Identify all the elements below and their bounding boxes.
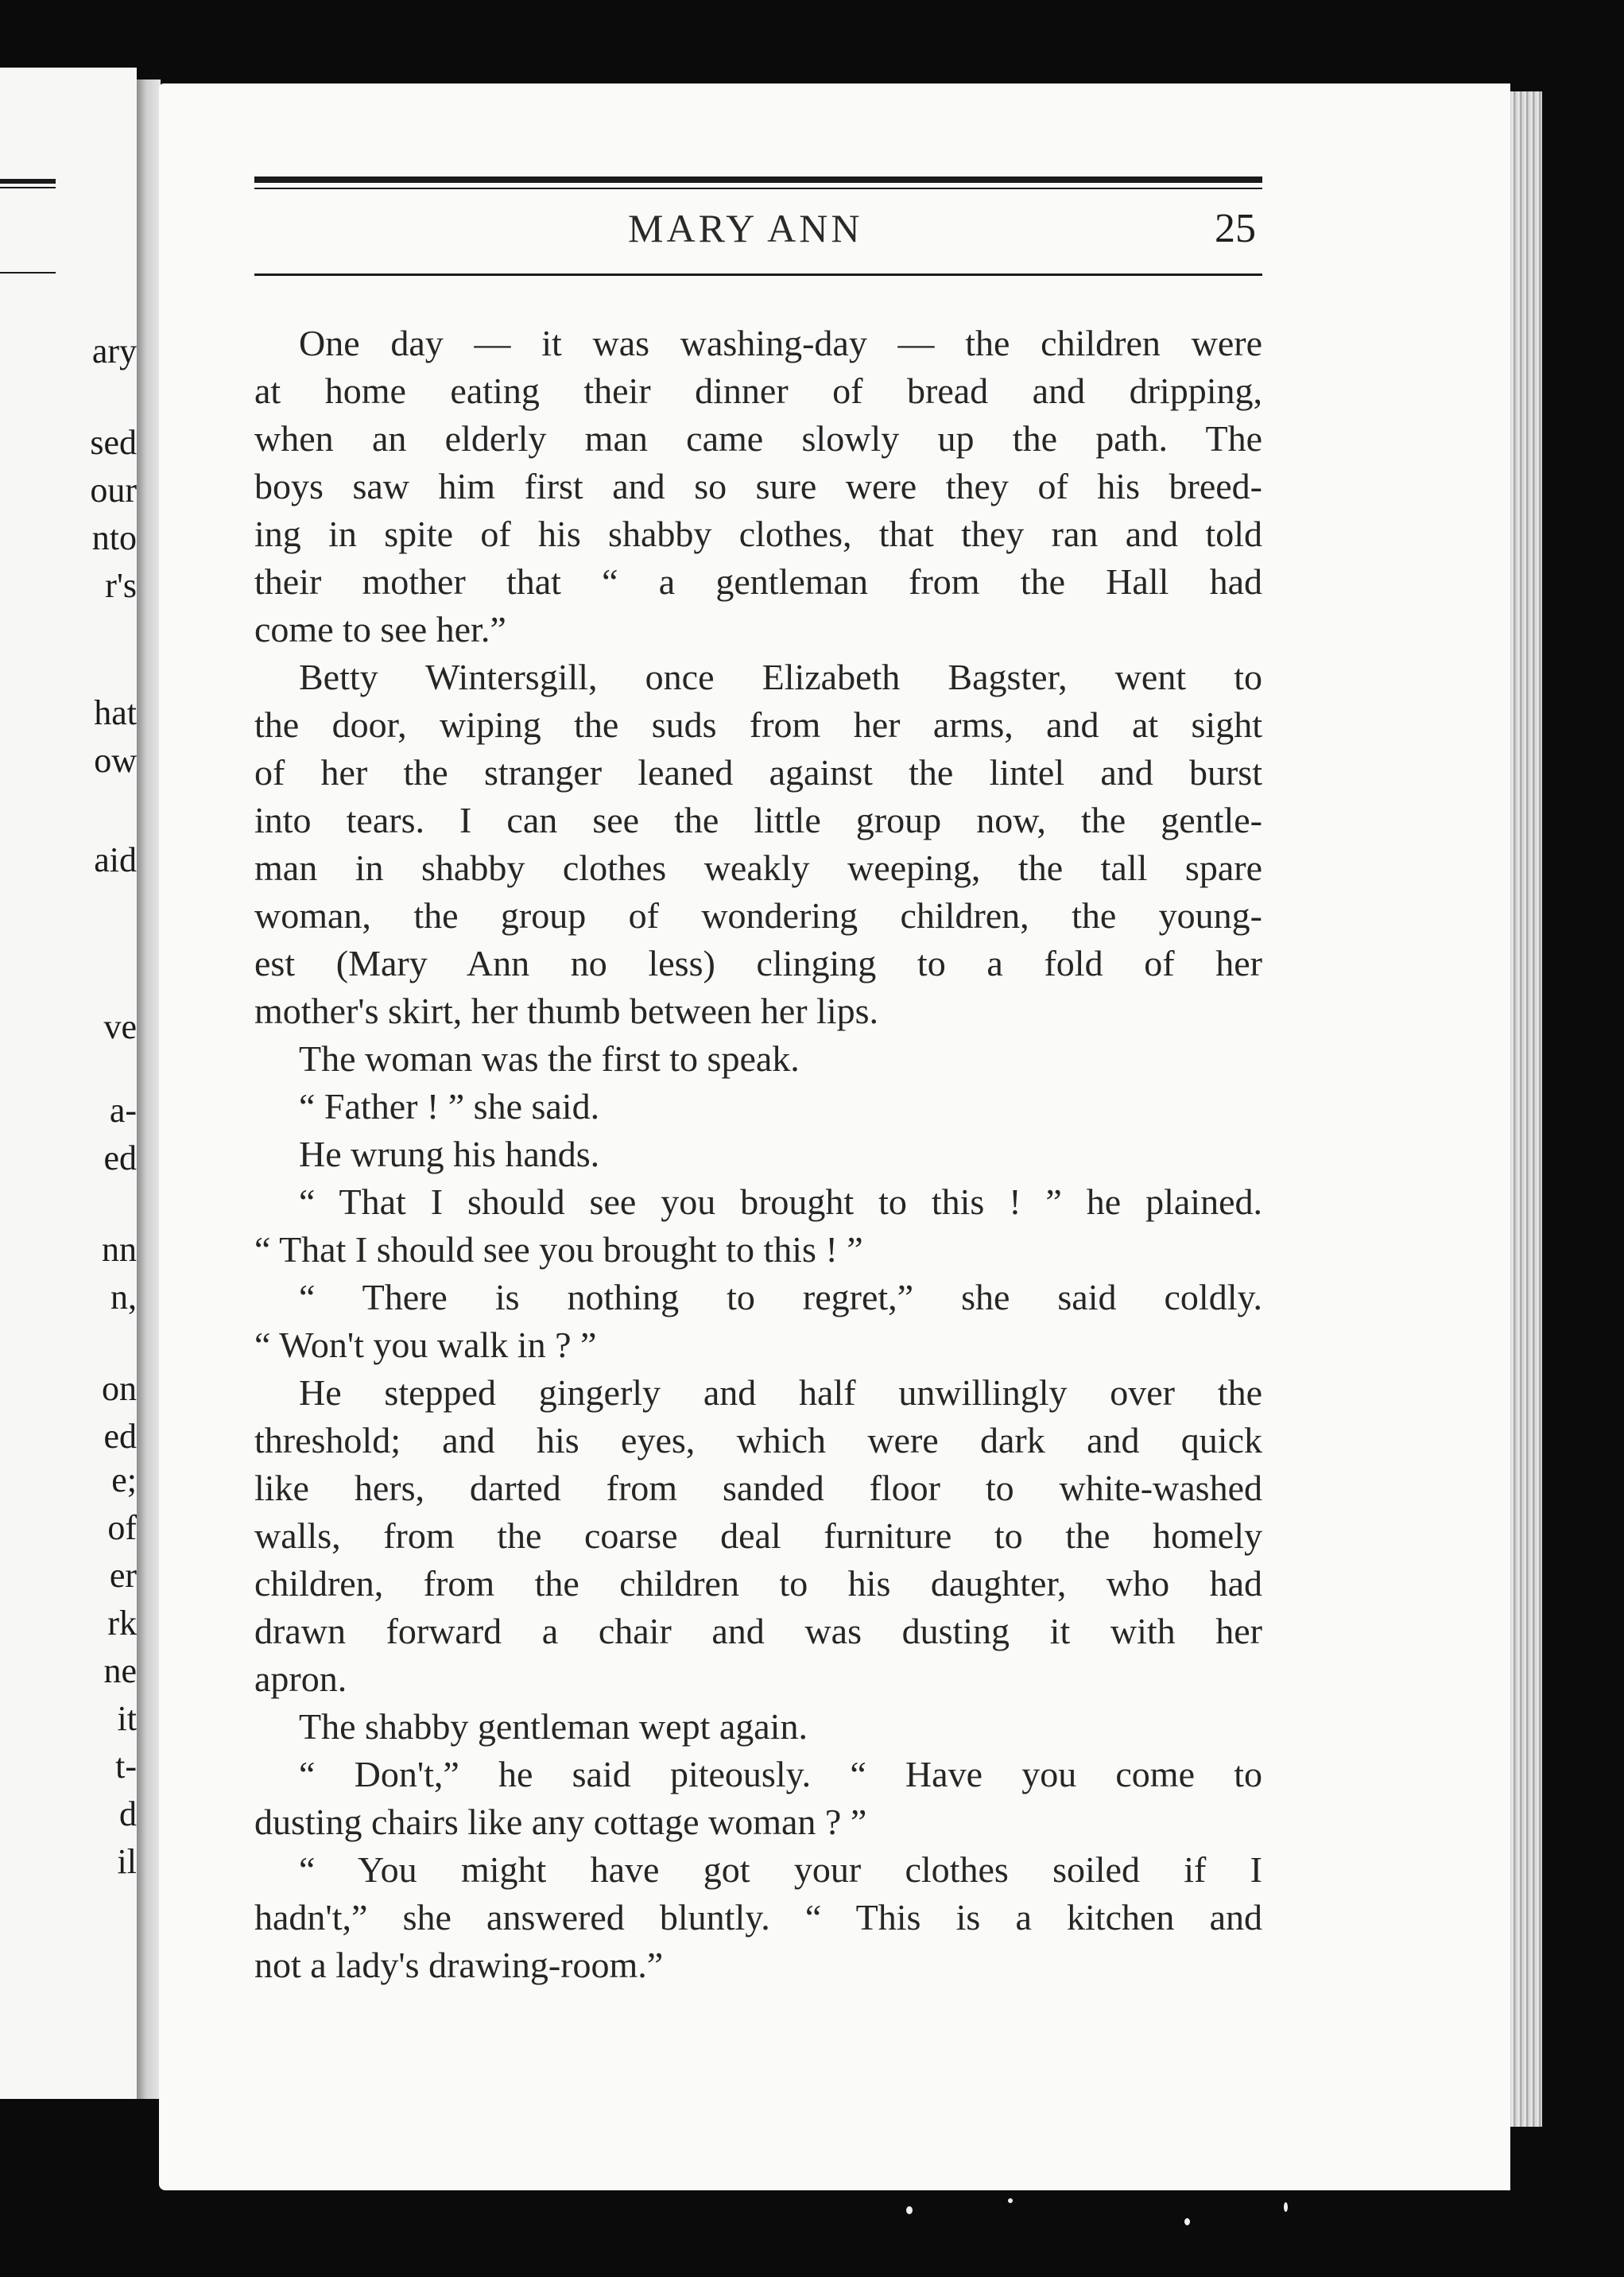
text-line: threshold; and his eyes, which were dark and quick [254,1420,1262,1460]
text-line: of her the stranger leaned against the lintel and burst [254,752,1262,793]
left-page-fragment: d [119,1794,137,1833]
book-gutter [137,80,161,2099]
scan-speck [1284,2202,1288,2212]
text-line: “ Won't you walk in ? ” [254,1325,597,1365]
left-page-fragment: rk [107,1604,137,1643]
left-page-fragment: ve [103,1007,137,1046]
text-line: “ Don't,” he said piteously. “ Have you come to [299,1754,1262,1794]
text-line: when an elderly man came slowly up the path. The [254,418,1262,459]
text-line: walls, from the coarse deal furniture to the homely [254,1515,1262,1556]
text-line: children, from the children to his daughter, who had [254,1563,1262,1604]
text-line: the door, wiping the suds from her arms, and at sight [254,704,1262,745]
left-page-fragment: a- [109,1091,137,1130]
scan-speck [906,2206,913,2214]
text-line: ing in spite of his shabby clothes, that they ran and told [254,514,1262,554]
text-line: their mother that “ a gentleman from the Hall had [254,561,1262,602]
header-rule-thick [254,176,1262,183]
left-page-fragment: ed [103,1138,137,1177]
text-line: hadn't,” she answered bluntly. “ This is a kitchen and [254,1897,1262,1938]
text-line: into tears. I can see the little group now, the gentle- [254,800,1262,840]
left-page-fragment: it [117,1699,137,1738]
page-number: 25 [1215,206,1256,251]
text-line: man in shabby clothes weakly weeping, the tall spare [254,848,1262,888]
text-line: “ That I should see you brought to this ! ” [254,1229,863,1270]
text-line: not a lady's drawing-room.” [254,1945,664,1985]
text-line: “ You might have got your clothes soiled if I [299,1849,1262,1890]
text-line: boys saw him first and so sure were they of his breed- [254,466,1262,506]
text-line: like hers, darted from sanded floor to white-washed [254,1468,1262,1508]
text-line: woman, the group of wondering children, the young- [254,895,1262,936]
left-page-fragment: t- [115,1747,137,1786]
left-facing-page [0,68,137,2099]
left-page-fragment: aid [94,840,137,879]
left-page-fragment: nto [91,518,137,557]
header-rule-bottom [254,273,1262,276]
left-page-header-rule-bottom [0,272,56,273]
left-page-fragment: n, [110,1278,137,1317]
text-line: He stepped gingerly and half unwillingly over the [299,1372,1262,1413]
text-line: mother's skirt, her thumb between her lips. [254,991,879,1031]
scan-speck [1008,2198,1013,2203]
left-page-fragment: ed [103,1417,137,1456]
left-page-fragment: ow [94,741,137,780]
left-page-fragment: hat [94,693,137,732]
text-line: “ That I should see you brought to this ! ” he plained. [299,1181,1262,1222]
text-line: at home eating their dinner of bread and dripping, [254,370,1262,411]
left-page-fragment: er [109,1556,137,1595]
header-rule-thin [254,188,1262,189]
left-page-fragment: r's [105,566,137,605]
left-page-fragment: on [102,1369,137,1408]
left-page-fragment: nn [102,1230,137,1269]
text-line: He wrung his hands. [299,1134,600,1174]
text-line: “ Father ! ” she said. [299,1086,600,1127]
text-line: dusting chairs like any cottage woman ? ” [254,1802,867,1842]
text-line: One day — it was washing-day — the children were [299,323,1262,363]
text-line: Betty Wintersgill, once Elizabeth Bagster, went to [299,657,1262,697]
left-page-fragment: sed [90,423,137,462]
left-page-header-rule-thin [0,187,56,188]
text-line: drawn forward a chair and was dusting it with her [254,1611,1262,1651]
left-page-fragment: ary [91,332,137,370]
text-line: apron. [254,1658,347,1699]
text-line: The woman was the first to speak. [299,1038,800,1079]
left-page-header-rule [0,179,56,184]
text-line: come to see her.” [254,609,506,650]
left-page-fragment: ne [103,1651,137,1690]
left-page-fragment: of [107,1508,137,1547]
running-head: MARY ANN [628,206,863,250]
body-text [254,320,1262,1989]
scan-speck [1184,2218,1190,2225]
left-page-fragment: il [117,1842,137,1881]
left-page-fragment: our [90,471,137,510]
text-line: “ There is nothing to regret,” she said coldly. [299,1277,1262,1317]
left-page-fragment: e; [111,1460,137,1499]
page-edges [1510,91,1542,2127]
text-line: est (Mary Ann no less) clinging to a fold of her [254,943,1262,983]
text-line: The shabby gentleman wept again. [299,1706,808,1747]
